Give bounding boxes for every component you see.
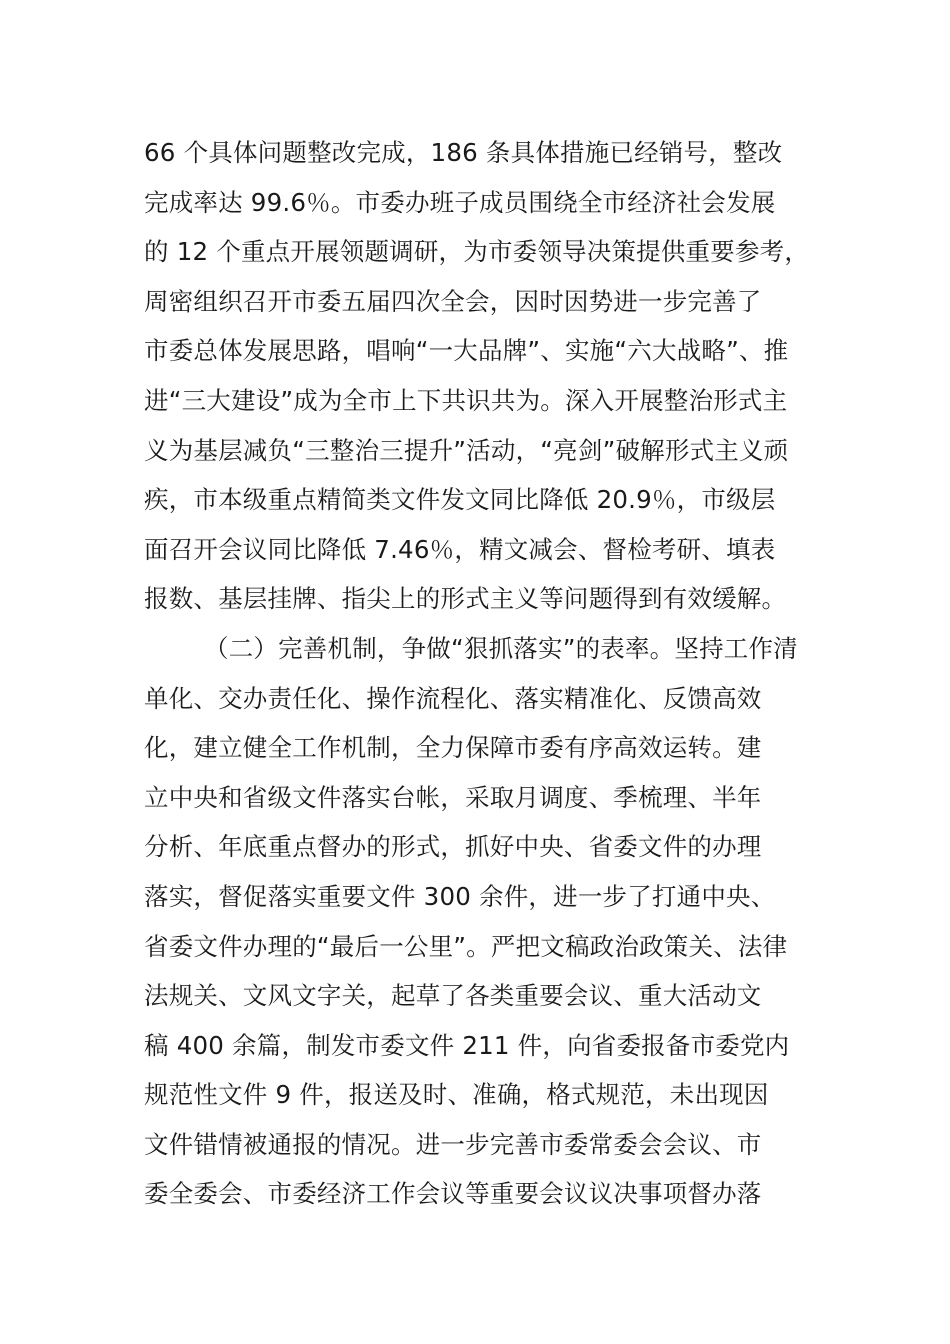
text-line: 化，建立健全工作机制，全力保障市委有序高效运转。建 [144, 733, 762, 763]
text-line: 落实，督促落实重要文件 300 余件，进一步了打通中央、 [144, 881, 776, 911]
text-line: 省委文件办理的“最后一公里”。严把文稿政治政策关、法律 [144, 931, 788, 961]
text-line: 66 个具体问题整改完成，186 条具体措施已经销号，整改 [144, 138, 783, 167]
text-line: 市委总体发展思路，唱响“一大品牌”、实施“六大战略”、推 [144, 336, 789, 366]
text-line: 义为基层减负“三整治三提升”活动，“亮剑”破解形式主义顽 [144, 435, 789, 465]
text-line: 文件错情被通报的情况。进一步完善市委常委会会议、市 [144, 1129, 762, 1159]
section-heading-line: （二）完善机制，争做“狠抓落实”的表率。坚持工作清 [204, 633, 798, 663]
text-line: 单化、交办责任化、操作流程化、落实精准化、反馈高效 [144, 683, 762, 713]
text-line: 疾，市本级重点精简类文件发文同比降低 20.9％，市级层 [144, 485, 776, 515]
text-line: 面召开会议同比降低 7.46％，精文减会、督检考研、填表 [144, 534, 776, 564]
text-line: 分析、年底重点督办的形式，抓好中央、省委文件的办理 [144, 832, 762, 862]
text-line: 进“三大建设”成为全市上下共识共为。深入开展整治形式主 [144, 385, 788, 415]
text-line: 报数、基层挂牌、指尖上的形式主义等问题得到有效缓解。 [144, 584, 787, 614]
text-line: 周密组织召开市委五届四次全会，因时因势进一步完善了 [144, 286, 762, 316]
text-line: 规范性文件 9 件，报送及时、准确，格式规范，未出现因 [144, 1080, 769, 1110]
text-line: 完成率达 99.6％。市委办班子成员围绕全市经济社会发展 [144, 187, 776, 217]
text-line: 稿 400 余篇，制发市委文件 211 件，向省委报备市委党内 [144, 1030, 790, 1060]
body-text [144, 128, 824, 1219]
text-line: 法规关、文风文字关，起草了各类重要会议、重大活动文 [144, 981, 762, 1011]
text-line: 的 12 个重点开展领题调研，为市委领导决策提供重要参考， [144, 237, 810, 267]
text-line: 立中央和省级文件落实台帐，采取月调度、季梳理、半年 [144, 782, 762, 812]
text-line: 委全委会、市委经济工作会议等重要会议议决事项督办落 [144, 1179, 762, 1209]
